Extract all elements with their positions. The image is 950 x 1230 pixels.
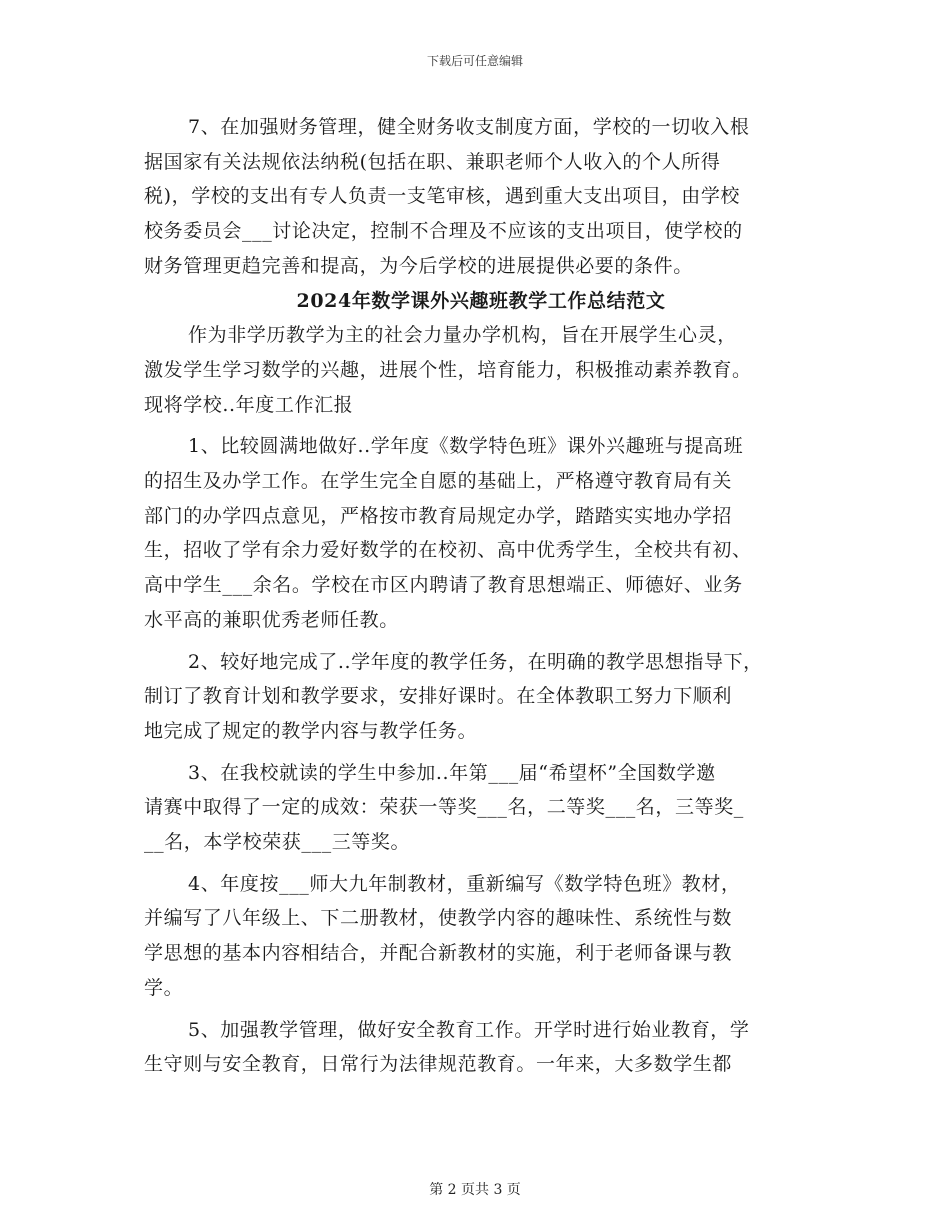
paragraph-line: 3、在我校就读的学生中参加..年第___届“希望杯”全国数学邀 (188, 761, 716, 784)
paragraph-item-4 (144, 867, 808, 1006)
paragraph-line: 据国家有关法规依法纳税(包括在职、兼职老师个人收入的个人所得 (144, 150, 721, 173)
paragraph-line: 高中学生___余名。学校在市区内聘请了教育思想端正、师德好、业务 (144, 574, 743, 597)
paragraph-item-2 (144, 645, 808, 749)
paragraph-line: 现将学校..年度工作汇报 (144, 393, 354, 416)
document-title: 2024年数学课外兴趣班教学工作总结范文 (296, 289, 666, 312)
paragraph-line: 校务委员会___讨论决定，控制不合理及不应该的支出项目，使学校的 (144, 220, 743, 243)
document-body (144, 110, 808, 1082)
paragraph-line: 1、比较圆满地做好..学年度《数学特色班》课外兴趣班与提高班 (188, 435, 744, 458)
paragraph-line: 请赛中取得了一定的成效：荣获一等奖___名，二等奖___名，三等奖_ (144, 796, 744, 819)
paragraph-item-3 (144, 756, 808, 860)
paragraph-line: 2、较好地完成了..学年度的教学任务，在明确的教学思想指导下， (188, 650, 763, 673)
paragraph-line: 激发学生学习数学的兴趣，进展个性，培育能力，积极推动素养教育。 (144, 358, 752, 381)
paragraph-line: 财务管理更趋完善和提高，为今后学校的进展提供必要的条件。 (144, 254, 693, 277)
paragraph-line: 生，招收了学有余力爱好数学的在校初、高中优秀学生，全校共有初、 (144, 539, 752, 562)
paragraph-gap (144, 638, 808, 645)
page-footer: 第 2 页共 3 页 (429, 1182, 521, 1198)
paragraph-line: 的招生及办学工作。在学生完全自愿的基础上，严格遵守教育局有关 (144, 470, 733, 493)
paragraph-line: 水平高的兼职优秀老师任教。 (144, 608, 399, 631)
paragraph-line: 5、加强教学管理，做好安全教育工作。开学时进行始业教育，学 (188, 1018, 750, 1041)
paragraph-line: 生守则与安全教育，日常行为法律规范教育。一年来，大多数学生都 (144, 1053, 733, 1076)
paragraph-line: 部门的办学四点意见，严格按市教育局规定办学，踏踏实实地办学招 (144, 504, 733, 527)
page-header: 下载后可任意编辑 (426, 54, 523, 68)
paragraph-finance (144, 110, 808, 284)
paragraph-line: 并编写了八年级上、下二册教材，使教学内容的趣味性、系统性与数 (144, 907, 733, 930)
paragraph-line: 学思想的基本内容相结合，并配合新教材的实施，利于老师备课与教 (144, 942, 733, 965)
paragraph-gap (144, 860, 808, 867)
paragraph-line: 地完成了规定的教学内容与教学任务。 (144, 719, 478, 742)
paragraph-line: 4、年度按___师大九年制教材，重新编写《数学特色班》教材， (188, 872, 741, 895)
paragraph-item-5 (144, 1013, 808, 1082)
paragraph-gap (144, 422, 808, 429)
paragraph-gap (144, 749, 808, 756)
paragraph-item-1 (144, 429, 808, 637)
paragraph-line: __名，本学校荣获___三等奖。 (144, 831, 411, 854)
paragraph-gap (144, 1006, 808, 1013)
paragraph-line: 制订了教育计划和教学要求，安排好课时。在全体教职工努力下顺利 (144, 685, 733, 708)
paragraph-line: 7、在加强财务管理，健全财务收支制度方面，学校的一切收入根 (188, 116, 750, 138)
paragraph-line: 税)，学校的支出有专人负责一支笔审核，遇到重大支出项目，由学校 (144, 185, 741, 208)
paragraph-line: 作为非学历教学为主的社会力量办学机构，旨在开展学生心灵， (188, 324, 737, 347)
paragraph-line: 学。 (144, 976, 184, 999)
paragraph-intro (144, 318, 808, 422)
